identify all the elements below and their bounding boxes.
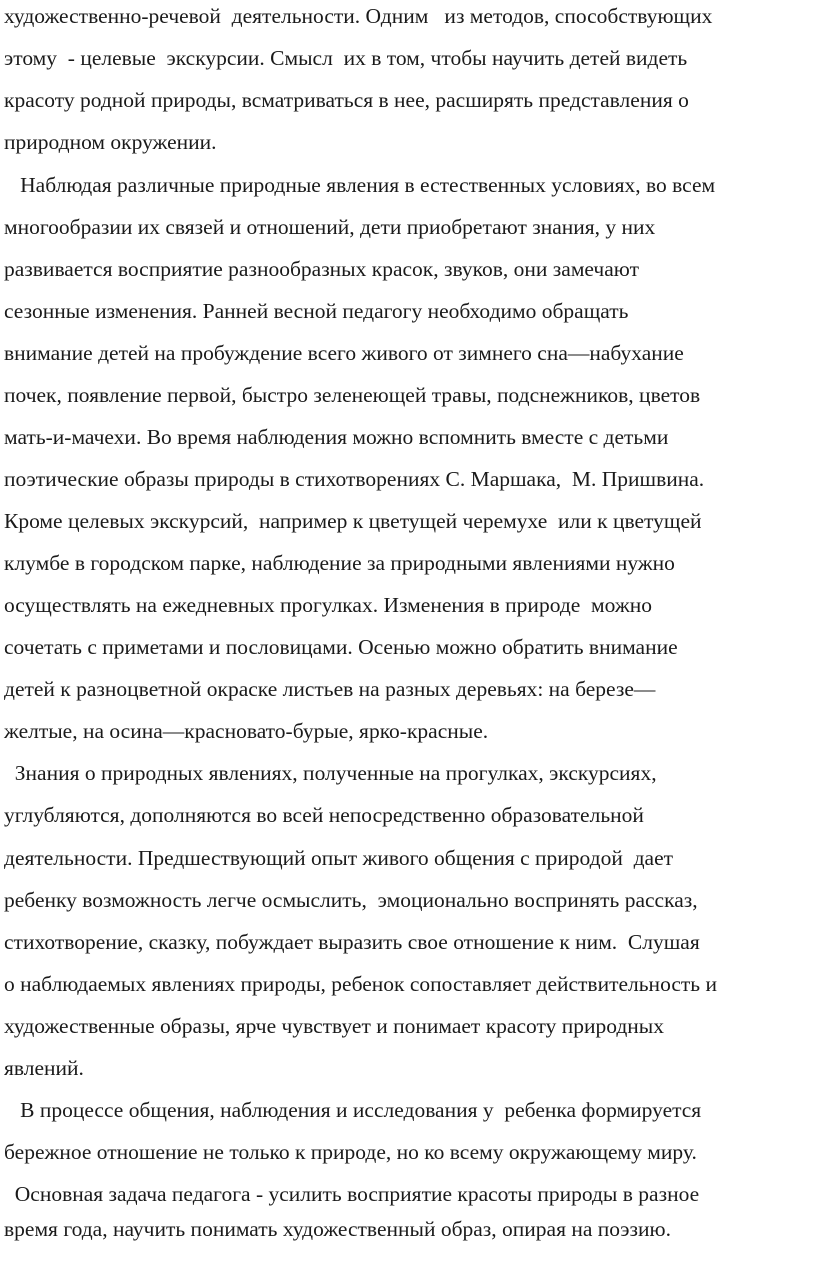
text-line: стихотворение, сказку, побуждает выразить свое отношение к ним. Слушая xyxy=(4,930,700,954)
text-line: природном окружении. xyxy=(4,130,217,154)
text-line: внимание детей на пробуждение всего живого от зимнего сна—набухание xyxy=(4,341,684,365)
text-line: В процессе общения, наблюдения и исследования у ребенка формируется xyxy=(4,1098,702,1122)
text-line: мать-и-мачехи. Во время наблюдения можно вспомнить вместе с детьми xyxy=(4,425,669,449)
text-line: время года, научить понимать художественный образ, опирая на поэзию. xyxy=(4,1217,671,1241)
text-line: сочетать с приметами и пословицами. Осенью можно обратить внимание xyxy=(4,635,678,659)
text-line: Кроме целевых экскурсий, например к цветущей черемухе или к цветущей xyxy=(4,509,702,533)
text-line: развивается восприятие разнообразных красок, звуков, они замечают xyxy=(4,257,639,281)
text-line: ребенку возможность легче осмыслить, эмоционально воспринять рассказ, xyxy=(4,888,698,912)
text-line: поэтические образы природы в стихотворениях С. Маршака, М. Пришвина. xyxy=(4,467,705,491)
text-line: бережное отношение не только к природе, но ко всему окружающему миру. xyxy=(4,1140,697,1164)
text-line: художественные образы, ярче чувствует и понимает красоту природных xyxy=(4,1014,664,1038)
text-line: явлений. xyxy=(4,1056,84,1080)
text-line: желтые, на осина—красновато-бурые, ярко-красные. xyxy=(4,719,489,743)
text-line: многообразии их связей и отношений, дети приобретают знания, у них xyxy=(4,215,656,239)
text-line: деятельности. Предшествующий опыт живого общения с природой дает xyxy=(4,846,674,870)
text-line: почек, появление первой, быстро зеленеющей травы, подснежников, цветов xyxy=(4,383,701,407)
text-line: о наблюдаемых явлениях природы, ребенок сопоставляет действительность и xyxy=(4,972,717,996)
text-line: углубляются, дополняются во всей непосредственно образовательной xyxy=(4,803,644,827)
text-line: Основная задача педагога - усилить восприятие красоты природы в разное xyxy=(4,1182,700,1206)
text-line: красоту родной природы, всматриваться в нее, расширять представления о xyxy=(4,88,689,112)
text-line: осуществлять на ежедневных прогулках. Изменения в природе можно xyxy=(4,593,652,617)
text-line: клумбе в городском парке, наблюдение за природными явлениями нужно xyxy=(4,551,675,575)
text-line: Знания о природных явлениях, полученные на прогулках, экскурсиях, xyxy=(4,761,657,785)
text-line: этому - целевые экскурсии. Смысл их в том, чтобы научить детей видеть xyxy=(4,46,688,70)
text-line: детей к разноцветной окраске листьев на разных деревьях: на березе— xyxy=(4,677,656,701)
text-line: художественно-речевой деятельности. Одним из методов, способствующих xyxy=(4,4,713,28)
text-line: Наблюдая различные природные явления в естественных условиях, во всем xyxy=(4,173,716,197)
text-line: сезонные изменения. Ранней весной педагогу необходимо обращать xyxy=(4,299,629,323)
